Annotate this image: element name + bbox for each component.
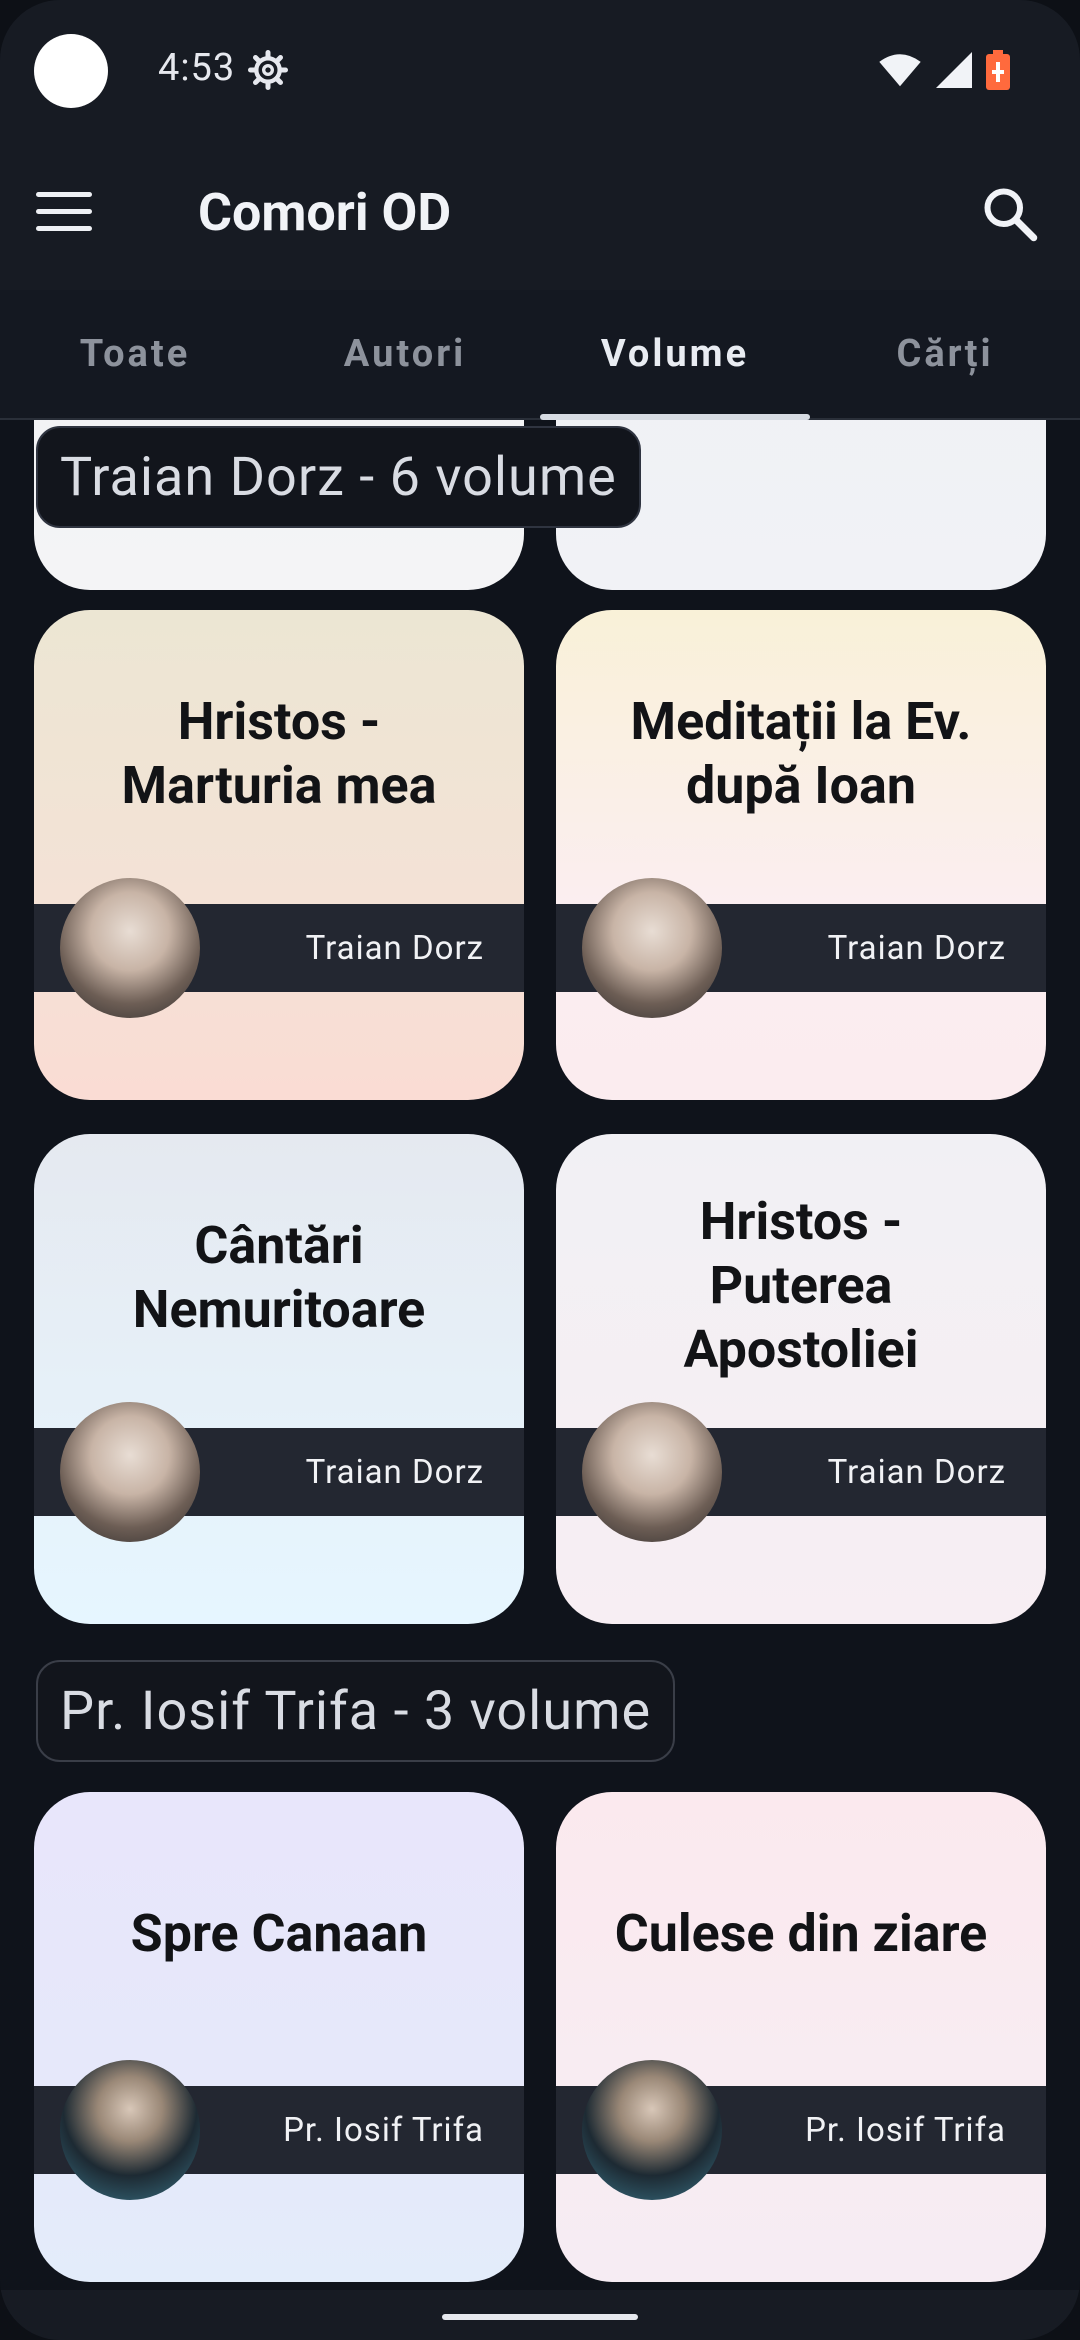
status-time: 4:53	[158, 46, 236, 90]
battery-icon	[986, 50, 1010, 90]
author-avatar	[60, 2060, 200, 2200]
tab-toate[interactable]: Toate	[79, 332, 191, 376]
tab-autori[interactable]: Autori	[343, 332, 467, 376]
card-author: Traian Dorz	[305, 1452, 484, 1492]
settings-gear-icon	[248, 50, 288, 90]
app-bar	[0, 140, 1080, 290]
app-title: Comori OD	[198, 182, 452, 243]
card-author: Traian Dorz	[827, 1452, 1006, 1492]
tab-bar	[0, 290, 1080, 420]
author-avatar	[582, 878, 722, 1018]
author-avatar	[60, 1402, 200, 1542]
card-author: Traian Dorz	[305, 928, 484, 968]
card-author: Pr. Iosif Trifa	[283, 2110, 484, 2150]
card-title: Hristos - Puterea Apostoliei	[683, 1191, 919, 1380]
section-header: Traian Dorz - 6 volume	[36, 426, 641, 528]
volume-card[interactable]	[34, 610, 524, 1100]
volume-card[interactable]	[556, 610, 1046, 1100]
card-title: Meditații la Ev. după Ioan	[630, 691, 972, 816]
card-title: Culese din ziare	[614, 1903, 988, 1964]
author-avatar	[60, 878, 200, 1018]
system-icons	[878, 50, 1010, 90]
camera-cutout	[34, 34, 108, 108]
volumes-list[interactable]	[0, 420, 1080, 2290]
cellular-signal-icon	[936, 52, 972, 88]
volume-card[interactable]	[34, 1134, 524, 1624]
card-author: Pr. Iosif Trifa	[805, 2110, 1006, 2150]
home-gesture-indicator[interactable]	[442, 2314, 638, 2320]
card-author: Traian Dorz	[827, 928, 1006, 968]
status-bar	[0, 0, 1080, 140]
author-avatar	[582, 2060, 722, 2200]
card-title: Spre Canaan	[130, 1903, 428, 1964]
search-icon[interactable]	[980, 184, 1040, 244]
author-avatar	[582, 1402, 722, 1542]
volume-card[interactable]	[34, 1792, 524, 2282]
tab-carti[interactable]: Cărți	[896, 332, 994, 376]
wifi-icon	[878, 52, 922, 88]
section-header: Pr. Iosif Trifa - 3 volume	[36, 1660, 675, 1762]
card-title: Hristos - Marturia mea	[121, 691, 437, 816]
volume-card[interactable]	[556, 1792, 1046, 2282]
tab-volume[interactable]: Volume	[600, 332, 750, 376]
hamburger-menu-icon[interactable]	[36, 192, 92, 238]
card-title: Cântări Nemuritoare	[132, 1215, 426, 1340]
volume-card[interactable]	[556, 1134, 1046, 1624]
